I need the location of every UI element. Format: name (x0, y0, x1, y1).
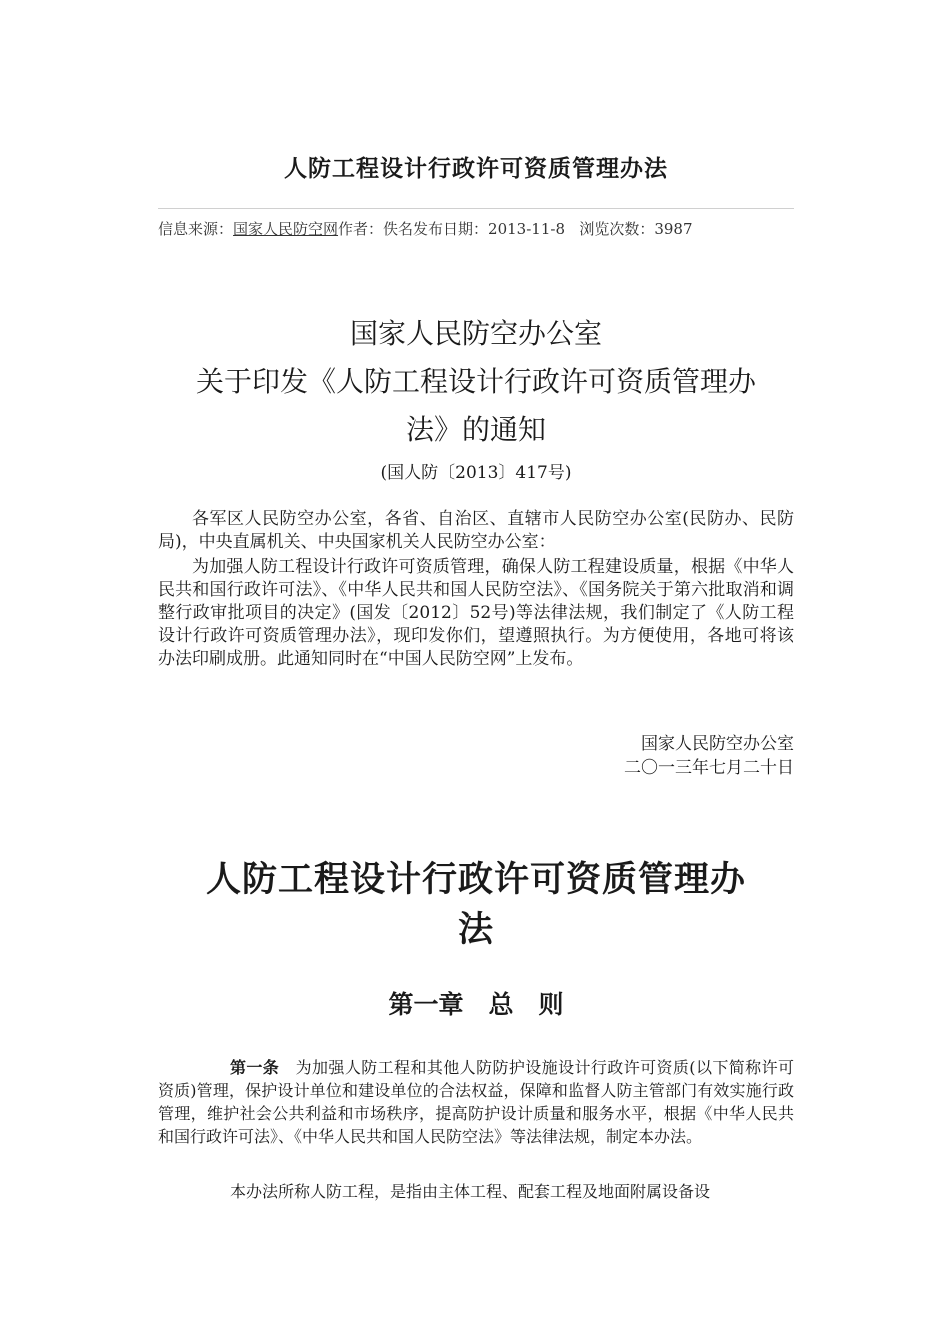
article-meta (158, 218, 794, 239)
law-title-line-1: 人防工程设计行政许可资质管理办 (205, 859, 746, 900)
source-link[interactable]: 国家人民防空网 (233, 220, 339, 238)
notice-line-2: 关于印发《人防工程设计行政许可资质管理办 (195, 365, 756, 398)
author: 作者：佚名 (338, 220, 414, 238)
article-1 (158, 1056, 794, 1148)
notice-number: (国人防〔2013〕417号) (380, 463, 572, 483)
notice-body: 为加强人防工程设计行政许可资质管理，确保人防工程建设质量，根据《中华人民共和国行政许可法》、《中华人民共和国人民防空法》、《国务院关于第六批取消和调整行政审批项目的决定》(国发〔2012〕52号)等法律法规，我们制定了《人防工程设计行政许可资质管理办法》，现印发你们，望遵照执行。为方便使用，各地可将该办法印刷成册。此通知同时在“中国人民防空网”上发布。 (158, 557, 794, 669)
page-title: 人防工程设计行政许可资质管理办法 (284, 155, 668, 182)
sign-date: 二〇一三年七月二十日 (624, 758, 794, 778)
view-count: 浏览次数：3987 (579, 220, 693, 238)
sign-org: 国家人民防空办公室 (641, 734, 794, 754)
notice-line-1: 国家人民防空办公室 (349, 317, 602, 350)
notice-line-3: 法》的通知 (405, 413, 546, 446)
chapter-heading: 第一章 总 则 (388, 990, 564, 1019)
law-title-line-2: 法 (457, 909, 494, 950)
article-1-text: 为加强人防工程和其他人防防护设施设计行政许可资质(以下简称许可资质)管理，保护设计单位和建设单位的合法权益，保障和监督人防主管部门有效实施行政管理，维护社会公共利益和市场秩序，提高防护设计质量和服务水平，根据《中华人民共和国行政许可法》、《中华人民共和国人民防空法》等法律法规，制定本办法。 (158, 1058, 794, 1146)
article-1-continued: 本办法所称人防工程，是指由主体工程、配套工程及地面附属设备设 (230, 1182, 711, 1201)
notice-heading (158, 310, 794, 454)
publish-date: 发布日期：2013-11-8 (413, 220, 565, 238)
notice-signature (624, 732, 794, 780)
article-1-label: 第一条 (230, 1058, 280, 1077)
header-divider (158, 208, 794, 209)
notice-addressee: 各军区人民防空办公室，各省、自治区、直辖市人民防空办公室(民防办、民防局)，中央直属机关、中央国家机关人民防空办公室： (158, 509, 794, 552)
source-label: 信息来源： (158, 220, 234, 238)
law-title (158, 855, 794, 955)
